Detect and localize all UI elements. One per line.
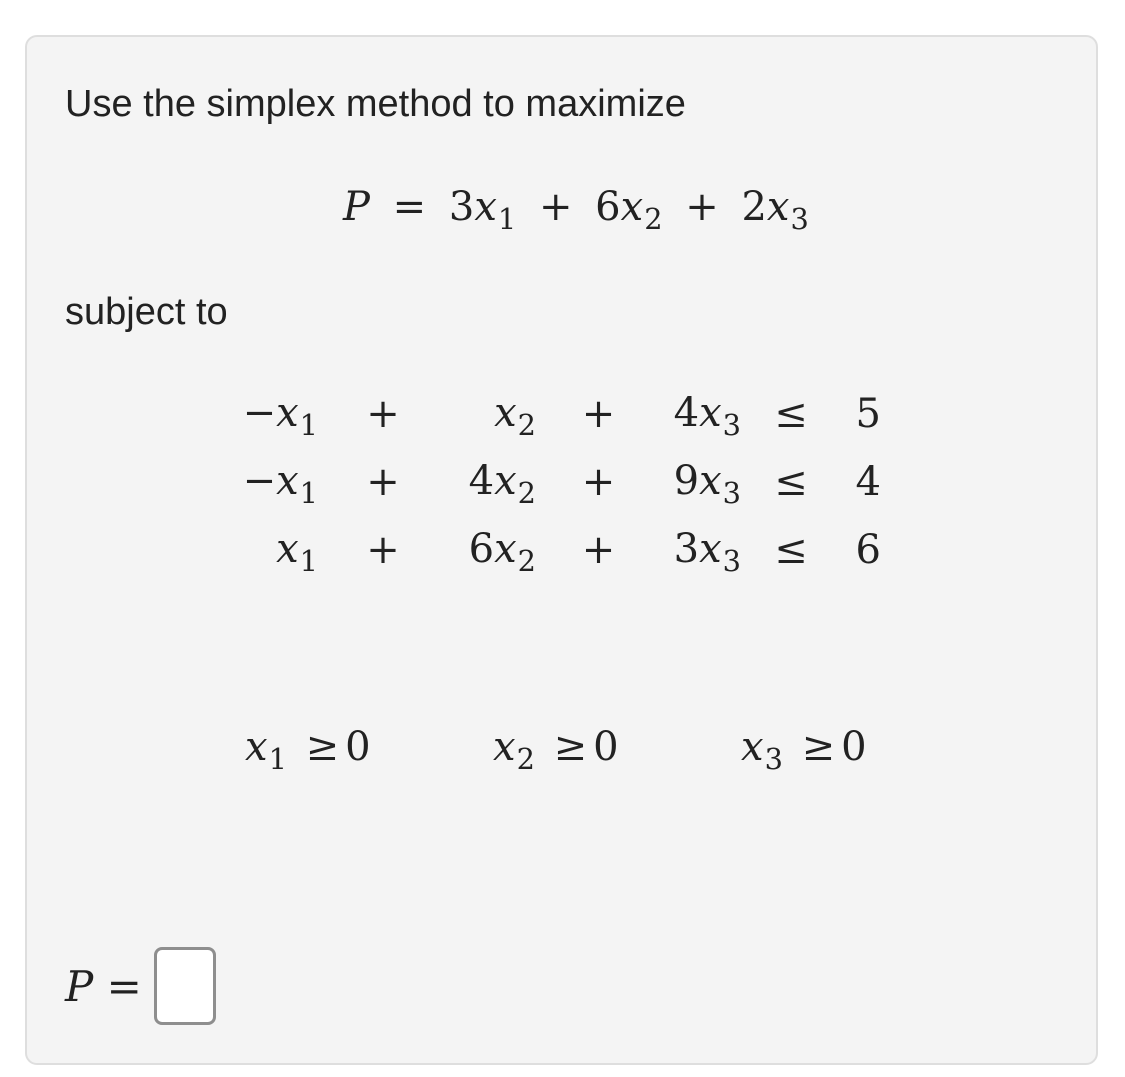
constraint-term-x1: $-x_1$ xyxy=(242,457,318,510)
constraint-row xyxy=(228,516,881,584)
objective-lhs: P xyxy=(343,184,370,230)
constraint-term-x3: $9x_3$ xyxy=(673,457,741,510)
constraint-plus: + xyxy=(366,527,400,573)
constraint-rhs: 6 xyxy=(855,527,881,573)
nonneg-constraint-x1: $x_1 \ge 0$ xyxy=(245,724,371,777)
constraint-relation: ≤ xyxy=(774,527,808,573)
constraint-term-x2: $x_2$ xyxy=(494,389,536,442)
objective-term: $6x_2$ xyxy=(595,184,663,237)
constraint-term-x2: $6x_2$ xyxy=(468,525,536,578)
constraint-term-x3: $4x_3$ xyxy=(673,389,741,442)
constraint-term-x1: $-x_1$ xyxy=(242,389,318,442)
constraint-rhs: 4 xyxy=(855,459,881,505)
objective-term: $3x_1$ xyxy=(448,184,517,237)
answer-label: P = xyxy=(65,961,142,1011)
constraint-rhs: 5 xyxy=(855,391,881,437)
constraint-plus: + xyxy=(581,391,616,437)
constraint-term-x2: $4x_2$ xyxy=(468,457,536,510)
answer-input[interactable] xyxy=(154,947,216,1025)
constraint-row xyxy=(228,448,881,516)
constraint-term-x1: $x_1$ xyxy=(276,525,318,578)
constraint-relation: ≤ xyxy=(774,391,808,437)
constraint-plus: + xyxy=(581,527,616,573)
constraints-system xyxy=(228,380,881,584)
constraint-plus: + xyxy=(366,391,400,437)
constraint-plus: + xyxy=(581,459,616,505)
constraint-plus: + xyxy=(366,459,400,505)
objective-function xyxy=(343,182,809,235)
nonneg-constraint-x2: $x_2 \ge 0$ xyxy=(493,724,619,777)
answer-row xyxy=(65,946,216,1026)
constraint-relation: ≤ xyxy=(774,459,808,505)
constraint-row xyxy=(228,380,881,448)
objective-plus: + xyxy=(538,184,573,230)
objective-equals: = xyxy=(392,184,427,230)
problem-prompt: Use the simplex method to maximize xyxy=(65,83,686,125)
objective-term: $2x_3$ xyxy=(741,184,809,237)
nonneg-constraint-x3: $x_3 \ge 0$ xyxy=(741,724,867,777)
constraint-term-x3: $3x_3$ xyxy=(673,525,741,578)
subject-to-label: subject to xyxy=(65,291,228,333)
objective-plus: + xyxy=(685,184,719,230)
